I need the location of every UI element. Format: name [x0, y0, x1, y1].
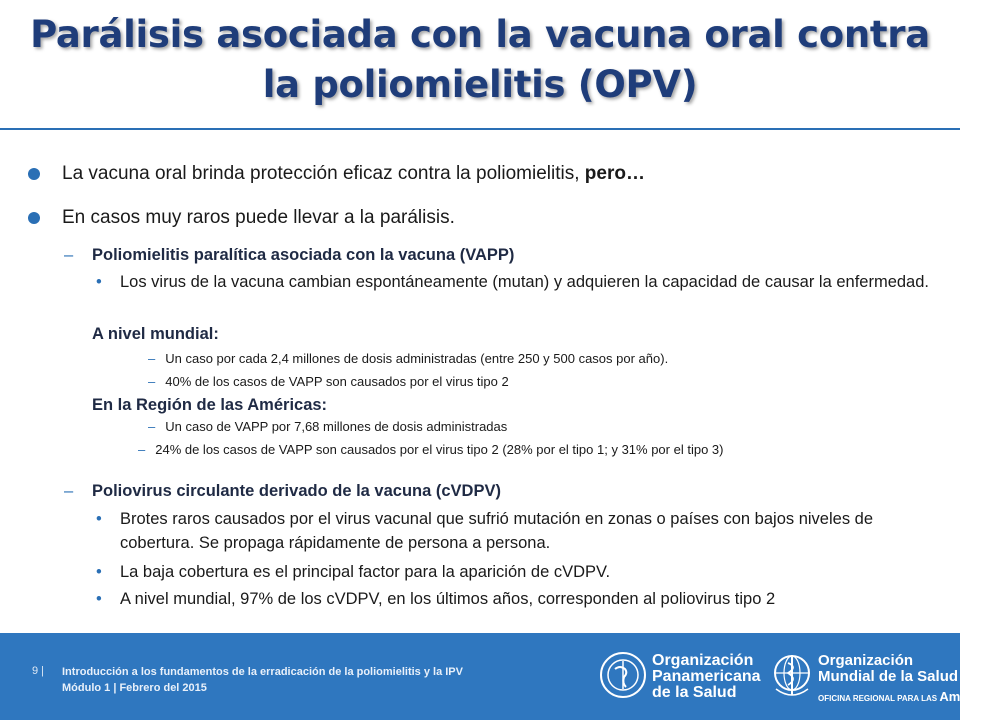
- paho-name: [652, 653, 761, 701]
- vapp-heading: [64, 244, 515, 266]
- paho-name-line-2: Panamericana: [652, 668, 761, 685]
- americas-item-1-text: Un caso de VAPP por 7,68 millones de dosis administradas: [165, 419, 508, 434]
- global-item-1-text: Un caso por cada 2,4 millones de dosis administradas (entre 250 y 500 casos por año).: [165, 351, 669, 366]
- paho-emblem-icon: [598, 647, 648, 703]
- title-line-2: la poliomielitis (OPV): [262, 63, 698, 106]
- vapp-heading-text: Poliomielitis paralítica asociada con la vacuna (VAPP): [92, 246, 515, 264]
- bullet-icon: •: [96, 590, 102, 608]
- who-name-line-1: Organización: [818, 652, 914, 669]
- who-region: [818, 689, 998, 707]
- bullet-icon: •: [96, 563, 102, 581]
- americas-item-2-text: 24% de los casos de VAPP son causados por el virus tipo 2 (28% por el tipo 1; y 31% por el tipo 3): [155, 442, 724, 457]
- dash-icon: –: [148, 351, 156, 366]
- bullet-icon: •: [96, 273, 102, 291]
- vapp-description: [96, 270, 935, 294]
- dash-icon: –: [148, 419, 156, 434]
- dash-icon: –: [64, 246, 74, 264]
- americas-item-2: [138, 441, 723, 459]
- footer-caption: [62, 664, 463, 696]
- who-name-line-2: Mundial de la Salud: [818, 668, 959, 685]
- footer-bar: [0, 633, 998, 720]
- bullet-icon: •: [96, 510, 102, 528]
- bullet-protection: [62, 162, 645, 186]
- cvdpv-item-3-text: A nivel mundial, 97% de los cVDPV, en los últimos años, corresponden al poliovirus tipo 2: [120, 590, 776, 608]
- bullet-dot-icon: [28, 212, 40, 224]
- global-item-2-text: 40% de los casos de VAPP son causados por el virus tipo 2: [165, 374, 509, 389]
- bullet-dot-icon: [28, 168, 40, 180]
- bullet-protection-text: La vacuna oral brinda protección eficaz contra la poliomielitis,: [62, 163, 585, 184]
- cvdpv-item-2: [96, 560, 935, 584]
- dash-icon: –: [64, 482, 74, 500]
- who-region-name: Américas: [939, 689, 998, 704]
- cvdpv-heading-text: Poliovirus circulante derivado de la vacuna (cVDPV): [92, 482, 501, 500]
- footer-module-date: Módulo 1 | Febrero del 2015: [62, 682, 207, 694]
- dash-icon: –: [148, 374, 156, 389]
- paho-logo: [598, 647, 761, 707]
- bullet-paralysis: [62, 206, 455, 230]
- global-item-1: [148, 350, 668, 368]
- title-line-1: Parálisis asociada con la vacuna oral contra: [30, 13, 930, 56]
- global-item-2: [148, 373, 509, 391]
- paho-name-line-3: de la Salud: [652, 684, 737, 701]
- footer-course-title: Introducción a los fundamentos de la erradicación de la poliomielitis y la IPV: [62, 666, 463, 678]
- slide-title: [0, 10, 960, 110]
- americas-heading: En la Región de las Américas:: [92, 396, 328, 414]
- page-number: 9 |: [32, 665, 45, 677]
- title-divider: [0, 128, 960, 130]
- paho-name-line-1: Organización: [652, 652, 754, 669]
- americas-item-1: [148, 418, 507, 436]
- vapp-description-text: Los virus de la vacuna cambian espontáneamente (mutan) y adquieren la capacidad de causar la enfermedad.: [120, 273, 929, 291]
- cvdpv-item-1: [96, 507, 935, 555]
- dash-icon: –: [138, 442, 146, 457]
- who-logo: [770, 647, 998, 707]
- cvdpv-item-2-text: La baja cobertura es el principal factor para la aparición de cVDPV.: [120, 563, 611, 581]
- bullet-protection-bold: pero…: [584, 163, 645, 184]
- who-region-prefix: OFICINA REGIONAL PARA LAS: [818, 694, 938, 703]
- cvdpv-item-1-text: Brotes raros causados por el virus vacunal que sufrió mutación en zonas o países con bajos niveles de cobertura. Se propaga rápidamente de persona a persona.: [120, 510, 874, 552]
- bullet-paralysis-text: En casos muy raros puede llevar a la parálisis.: [62, 207, 455, 228]
- who-emblem-icon: [770, 647, 814, 703]
- who-name: [818, 653, 998, 707]
- cvdpv-item-3: [96, 587, 935, 611]
- cvdpv-heading: [64, 480, 501, 502]
- global-heading: A nivel mundial:: [92, 325, 219, 343]
